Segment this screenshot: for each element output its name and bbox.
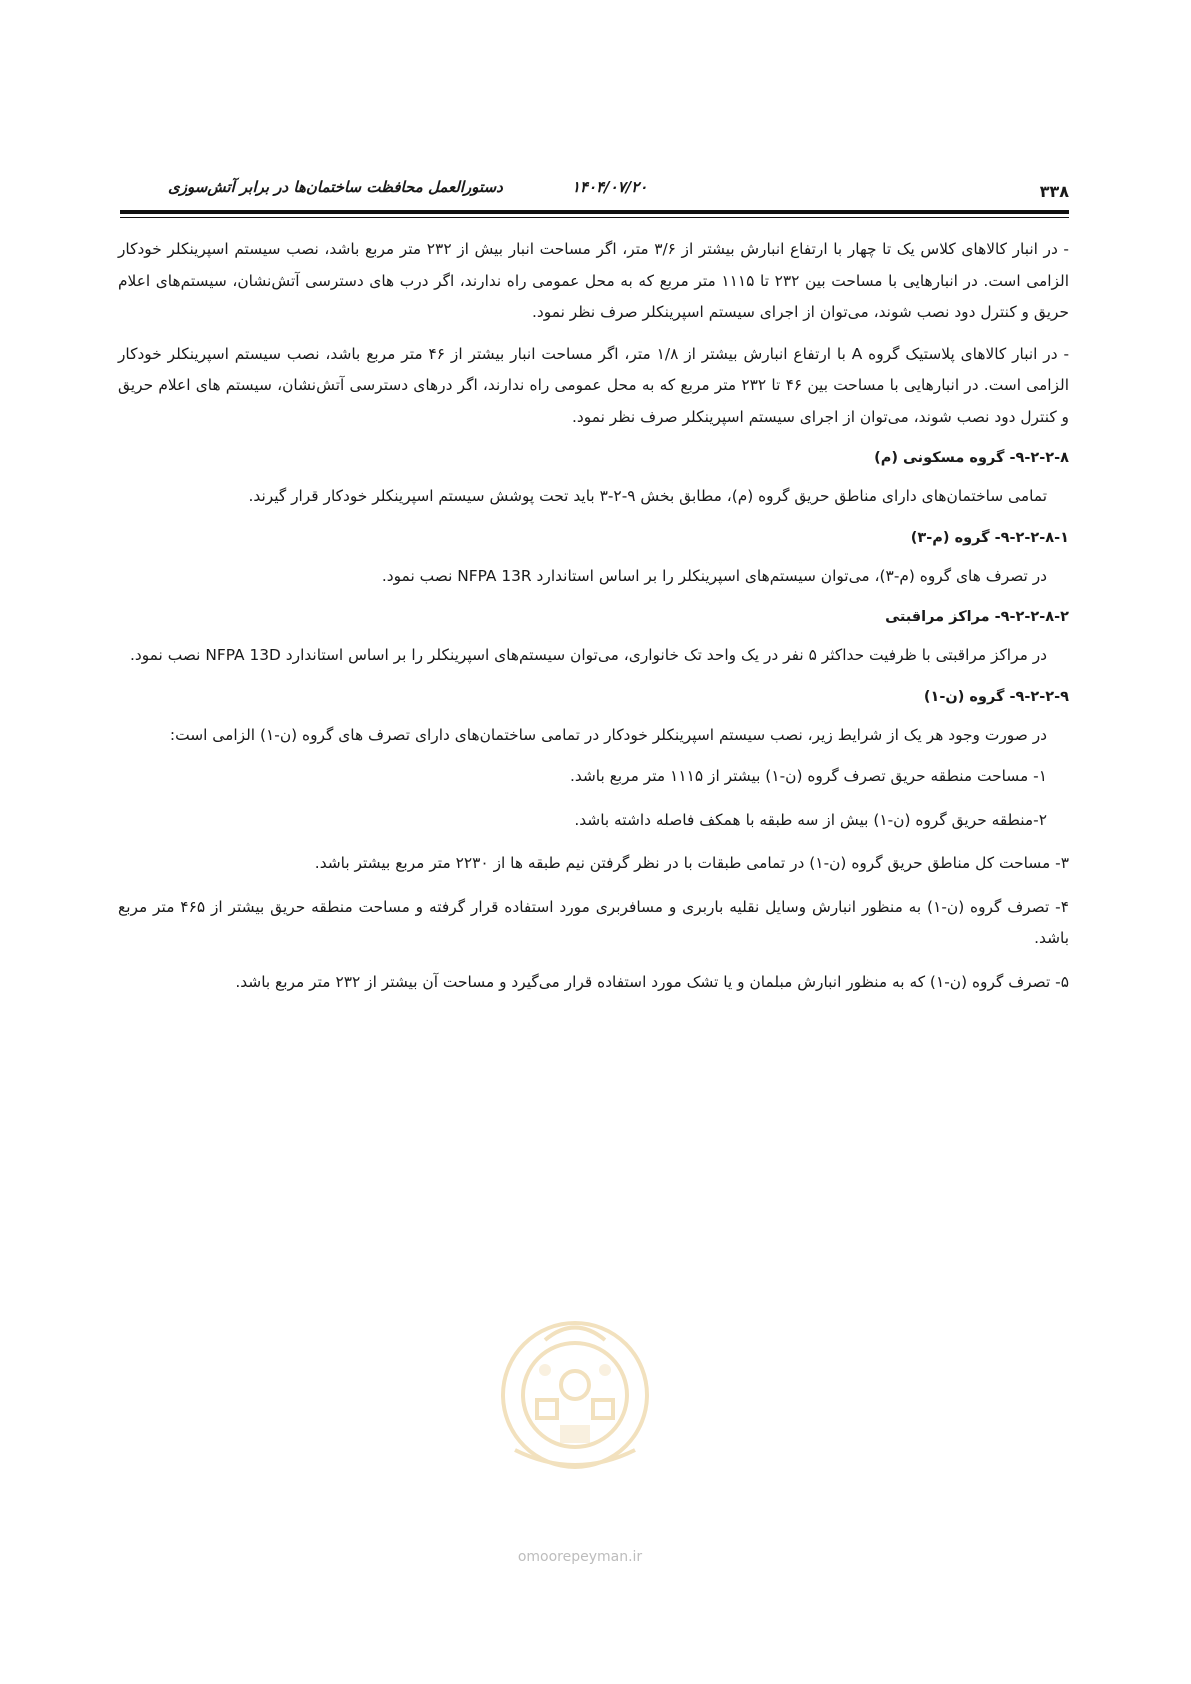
list-item: ۱- مساحت منطقه حریق تصرف گروه (ن-۱) بیشتر از ۱۱۱۵ متر مربع باشد. xyxy=(569,767,1047,785)
page-number: ۳۳۸ xyxy=(1039,182,1069,201)
section-heading: ۹-۲-۲-۸-۲- مراکز مراقبتی xyxy=(885,609,1069,625)
watermark-logo-icon xyxy=(475,1300,675,1480)
header-date: ۱۴۰۴/۰۷/۲۰ xyxy=(571,178,648,196)
paragraph: - در انبار کالاهای پلاستیک گروه A با ارتفاع انبارش بیشتر از ۱/۸ متر، اگر مساحت انبار بیشتر از ۴۶ متر مربع باشد، نصب سیستم اسپرینکلر خودکار الزامی است. در انبارهایی با مساحت بین ۴۶ تا ۲۳۲ متر مربع که به محل عمومی راه ندارند، اگر درهای دسترسی آتش‌نشان، سیستم های اعلام حریق و کنترل دود نصب شوند، می‌توان از اجرای سیستم اسپرینکلر صرف نظر نمود. xyxy=(118,344,1070,426)
watermark-text: omoorepeyman.ir xyxy=(517,1549,643,1565)
section-heading: ۹-۲-۲-۸- گروه مسکونی (م) xyxy=(874,450,1069,466)
paragraph: در مراکز مراقبتی با ظرفیت حداکثر ۵ نفر در یک واحد تک خانواری، می‌توان سیستم‌های اسپرینکلر را بر اساس استاندارد NFPA 13D نصب نمود. xyxy=(129,646,1047,664)
header-rule-thin xyxy=(120,217,1069,218)
list-item: ۲-منطقه حریق گروه (ن-۱) بیش از سه طبقه با همکف فاصله داشته باشد. xyxy=(574,810,1047,829)
paragraph: در صورت وجود هر یک از شرایط زیر، نصب سیستم اسپرینکلر خودکار در تمامی ساختمان‌های دارای تصرف های گروه (ن-۱) الزامی است: xyxy=(169,725,1047,744)
list-item: ۵- تصرف گروه (ن-۱) که به منظور انبارش مبلمان و یا تشک مورد استفاده قرار می‌گیرد و مساحت آن بیشتر از ۲۳۲ متر مربع باشد. xyxy=(235,972,1069,991)
list-item: ۳- مساحت کل مناطق حریق گروه (ن-۱) در تمامی طبقات با در نظر گرفتن نیم طبقه ها از ۲۲۳۰ متر مربع بیشتر باشد. xyxy=(314,854,1069,872)
header-title: دستورالعمل محافظت ساختمان‌ها در برابر آتش‌سوزی xyxy=(168,178,503,196)
section-heading: ۹-۲-۲-۹- گروه (ن-۱) xyxy=(923,688,1069,705)
section-heading: ۹-۲-۲-۸-۱- گروه (م-۳) xyxy=(910,529,1069,546)
paragraph: در تصرف های گروه (م-۳)، می‌توان سیستم‌های اسپرینکلر را بر اساس استاندارد NFPA 13R نصب نمود. xyxy=(381,566,1047,585)
paragraph: تمامی ساختمان‌های دارای مناطق حریق گروه (م)، مطابق بخش ۹-۲-۳ باید تحت پوشش سیستم اسپرینکلر خودکار قرار گیرند. xyxy=(248,487,1047,505)
header-rule-thick xyxy=(120,210,1069,214)
page-body xyxy=(118,234,1069,1010)
paragraph: - در انبار کالاهای کلاس یک تا چهار با ارتفاع انبارش بیشتر از ۳/۶ متر، اگر مساحت انبار بیش از ۲۳۲ متر مربع باشد، نصب سیستم اسپرینکلر خودکار الزامی است. در انبارهایی با مساحت بین ۲۳۲ تا ۱۱۱۵ متر مربع که به محل عمومی راه ندارند، اگر درب های دسترسی آتش‌نشان، سیستم‌های اعلام حریق و کنترل دود نصب شوند، می‌توان از اجرای سیستم اسپرینکلر صرف نظر نمود. xyxy=(118,240,1069,321)
list-item: ۴- تصرف گروه (ن-۱) به منظور انبارش وسایل نقلیه باربری و مسافربری مورد استفاده قرار گرفته و مساحت منطقه حریق بیشتر از ۴۶۵ متر مربع باشد. xyxy=(118,897,1069,947)
page-header xyxy=(120,176,1069,206)
